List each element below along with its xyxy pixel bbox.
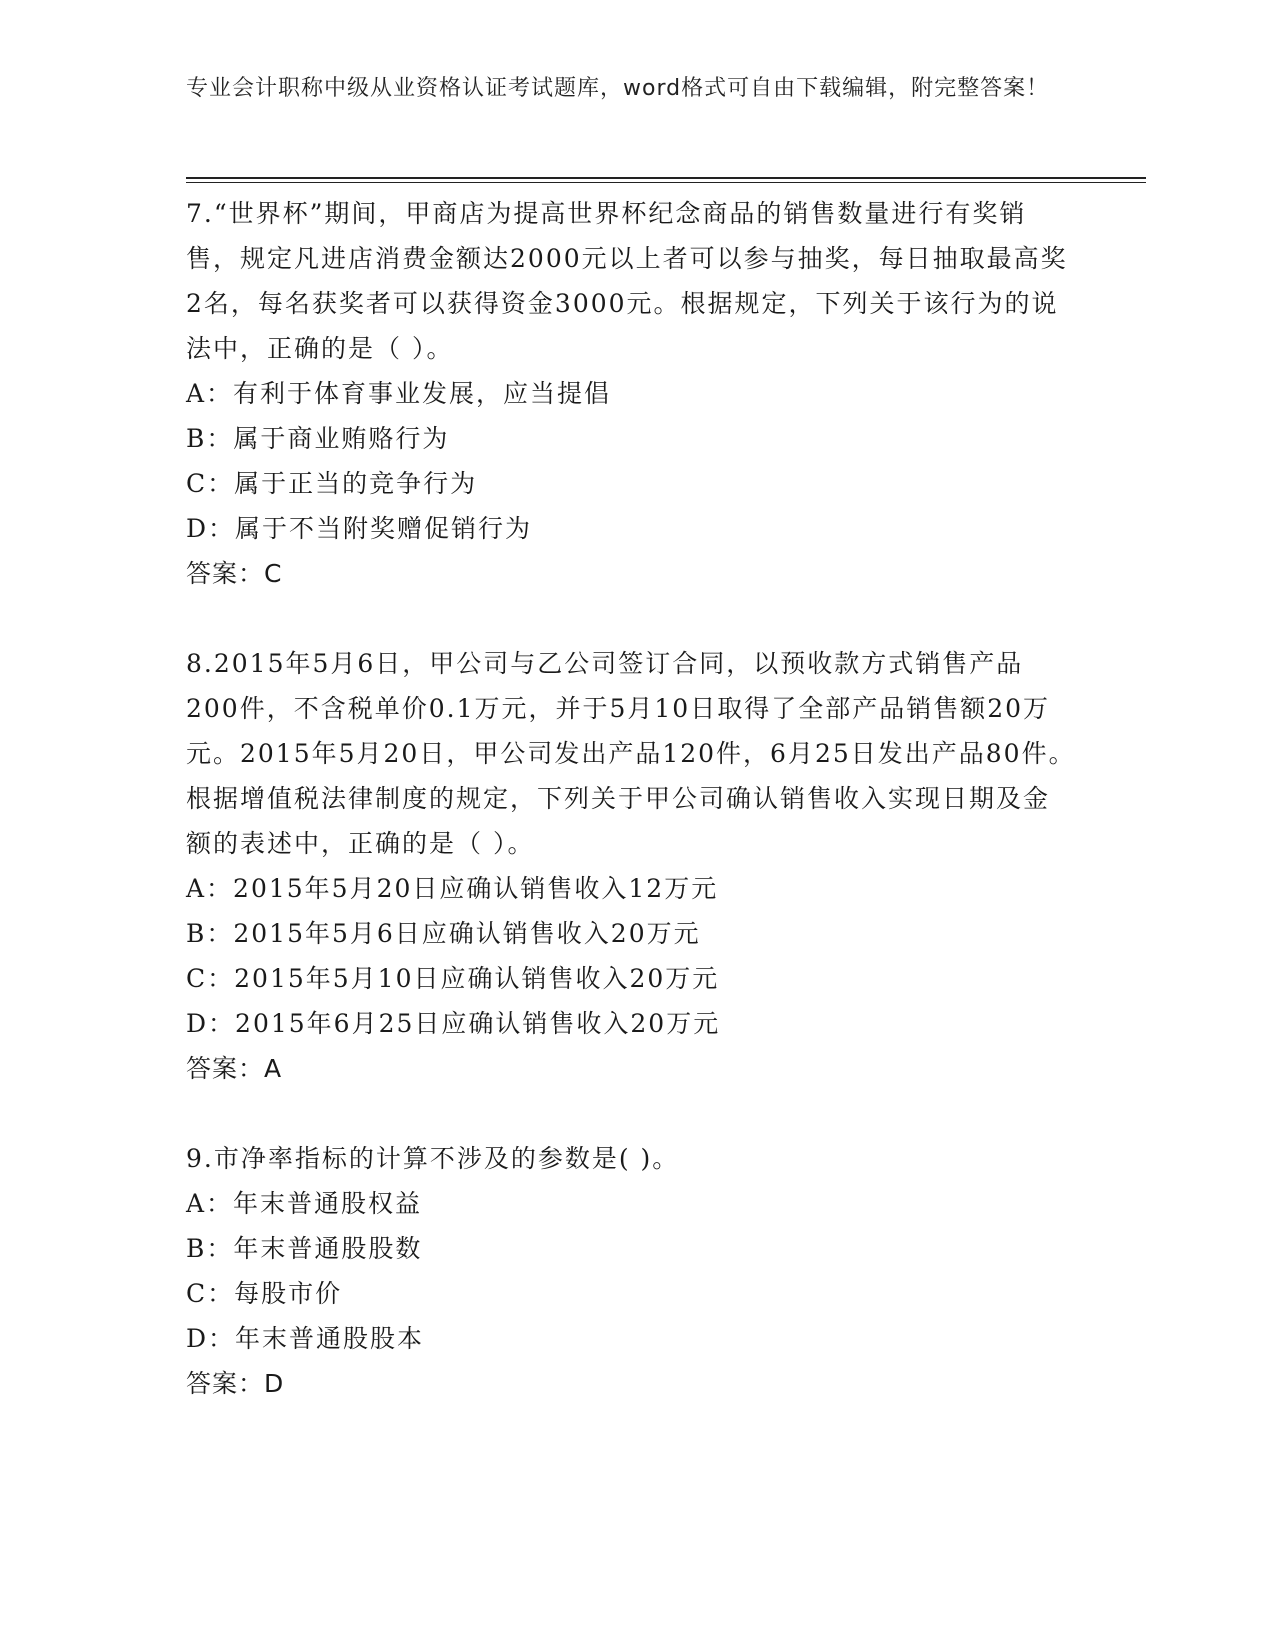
option-b: B：属于商业贿赂行为 <box>186 424 450 453</box>
question-list <box>186 191 1076 1406</box>
question-9 <box>186 1136 1076 1406</box>
option-d: D：年末普通股股本 <box>186 1324 425 1353</box>
option-c: C：每股市价 <box>186 1279 343 1308</box>
option-c: C：2015年5月10日应确认销售收入20万元 <box>186 964 720 993</box>
question-8 <box>186 641 1076 1091</box>
answer-line: 答案：D <box>186 1369 285 1398</box>
question-stem: 7.“世界杯”期间，甲商店为提高世界杯纪念商品的销售数量进行有奖销售，规定凡进店消费金额达2000元以上者可以参与抽奖，每日抽取最高奖2名，每名获奖者可以获得资金3000元。根据规定，下列关于该行为的说法中，正确的是（ ）。 <box>186 199 1068 363</box>
question-stem: 9.市净率指标的计算不涉及的参数是( )。 <box>186 1144 680 1173</box>
question-stem: 8.2015年5月6日，甲公司与乙公司签订合同，以预收款方式销售产品200件，不含税单价0.1万元，并于5月10日取得了全部产品销售额20万元。2015年5月20日，甲公司发出产品120件，6月25日发出产品80件。根据增值税法律制度的规定，下列关于甲公司确认销售收入实现日期及金额的表述中，正确的是（ ）。 <box>186 649 1076 858</box>
option-b: B：年末普通股股数 <box>186 1234 423 1263</box>
header-text: 专业会计职称中级从业资格认证考试题库，word格式可自由下载编辑，附完整答案！ <box>186 76 1050 101</box>
option-d: D：2015年6月25日应确认销售收入20万元 <box>186 1009 721 1038</box>
answer-line: 答案：A <box>186 1054 283 1083</box>
option-b: B：2015年5月6日应确认销售收入20万元 <box>186 919 701 948</box>
answer-line: 答案：C <box>186 559 283 588</box>
question-spacer <box>186 596 1076 641</box>
question-7 <box>186 191 1076 596</box>
option-a: A：2015年5月20日应确认销售收入12万元 <box>186 874 719 903</box>
option-a: A：年末普通股权益 <box>186 1189 423 1218</box>
page-header <box>186 72 1066 106</box>
option-c: C：属于正当的竞争行为 <box>186 469 478 498</box>
question-spacer <box>186 1091 1076 1136</box>
header-rule-thin <box>186 182 1146 183</box>
header-rule-thick <box>186 177 1146 179</box>
option-d: D：属于不当附奖赠促销行为 <box>186 514 533 543</box>
option-a: A：有利于体育事业发展，应当提倡 <box>186 379 612 408</box>
